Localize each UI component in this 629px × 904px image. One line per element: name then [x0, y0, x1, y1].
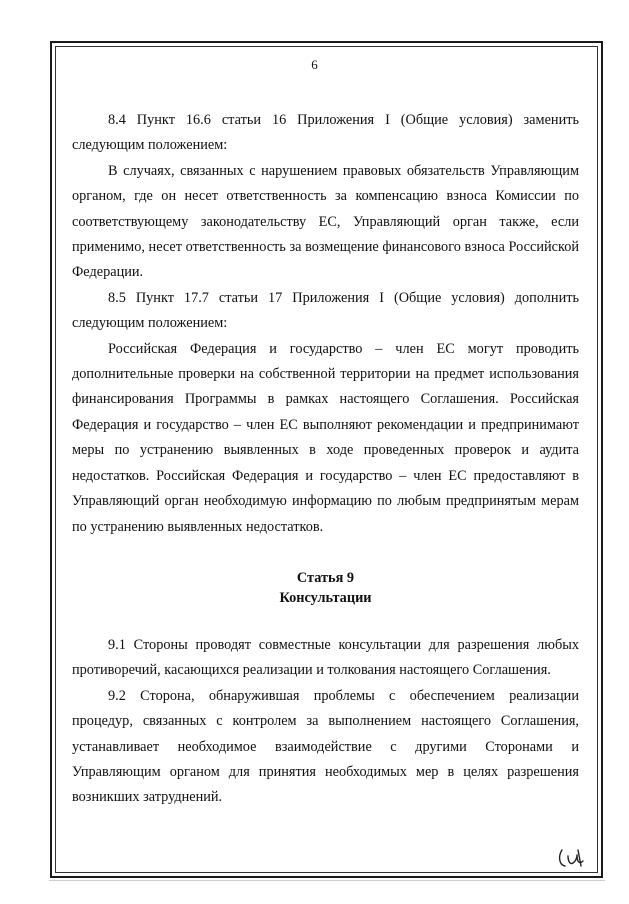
article-number: Статья 9	[296, 569, 355, 586]
handwritten-initials	[556, 846, 588, 870]
paragraph-9-2: 9.2 Сторона, обнаружившая проблемы с обеспечением реализации процедур, связанных с контролем за выполнением настоящего Соглашения, устанавливает необходимое взаимодействие с другими Сторонами и Управляющим органом для принятия необходимых мер в целях разрешения возникших затруднений.	[72, 687, 579, 806]
section-spacer-small	[72, 608, 579, 633]
paragraph-8-5: 8.5 Пункт 17.7 статьи 17 Приложения I (Общие условия) дополнить следующим положением:	[72, 289, 579, 332]
paragraph-8-4: 8.4 Пункт 16.6 статьи 16 Приложения I (Общие условия) заменить следующим положением:	[72, 112, 579, 154]
page-number: 6	[311, 57, 318, 72]
article-title: Консультации	[279, 589, 372, 606]
paragraph-8-5-text: Российская Федерация и государство – член ЕС могут проводить дополнительные проверки на собственной территории на предмет использования финансирования Программы в рамках настоящего Соглашения. Российская Федерация и государство – член ЕС выполняют рекомендации и предпринимают меры по устранению выявленных в ходе проведенных проверок и аудита недостатков. Российская Федерация и государство – член ЕС предоставляют в Управляющий орган необходимую информацию по любым предпринятым мерам по устранению выявленных недостатков.	[72, 340, 579, 535]
paragraph-8-4-text: В случаях, связанных с нарушением правовых обязательств Управляющим органом, где он несет ответственность за компенсацию взноса Комиссии по соответствующему законодательству ЕС, Управляющий орган также, если применимо, несет ответственность за возмещение финансового взноса Российской Федерации.	[72, 162, 579, 281]
document-body	[72, 108, 579, 811]
scan-edge-line	[49, 880, 605, 881]
section-spacer	[72, 540, 579, 568]
paragraph-9-1: 9.1 Стороны проводят совместные консультации для разрешения любых противоречий, касающихся реализации и толкования настоящего Соглашения.	[72, 636, 579, 679]
